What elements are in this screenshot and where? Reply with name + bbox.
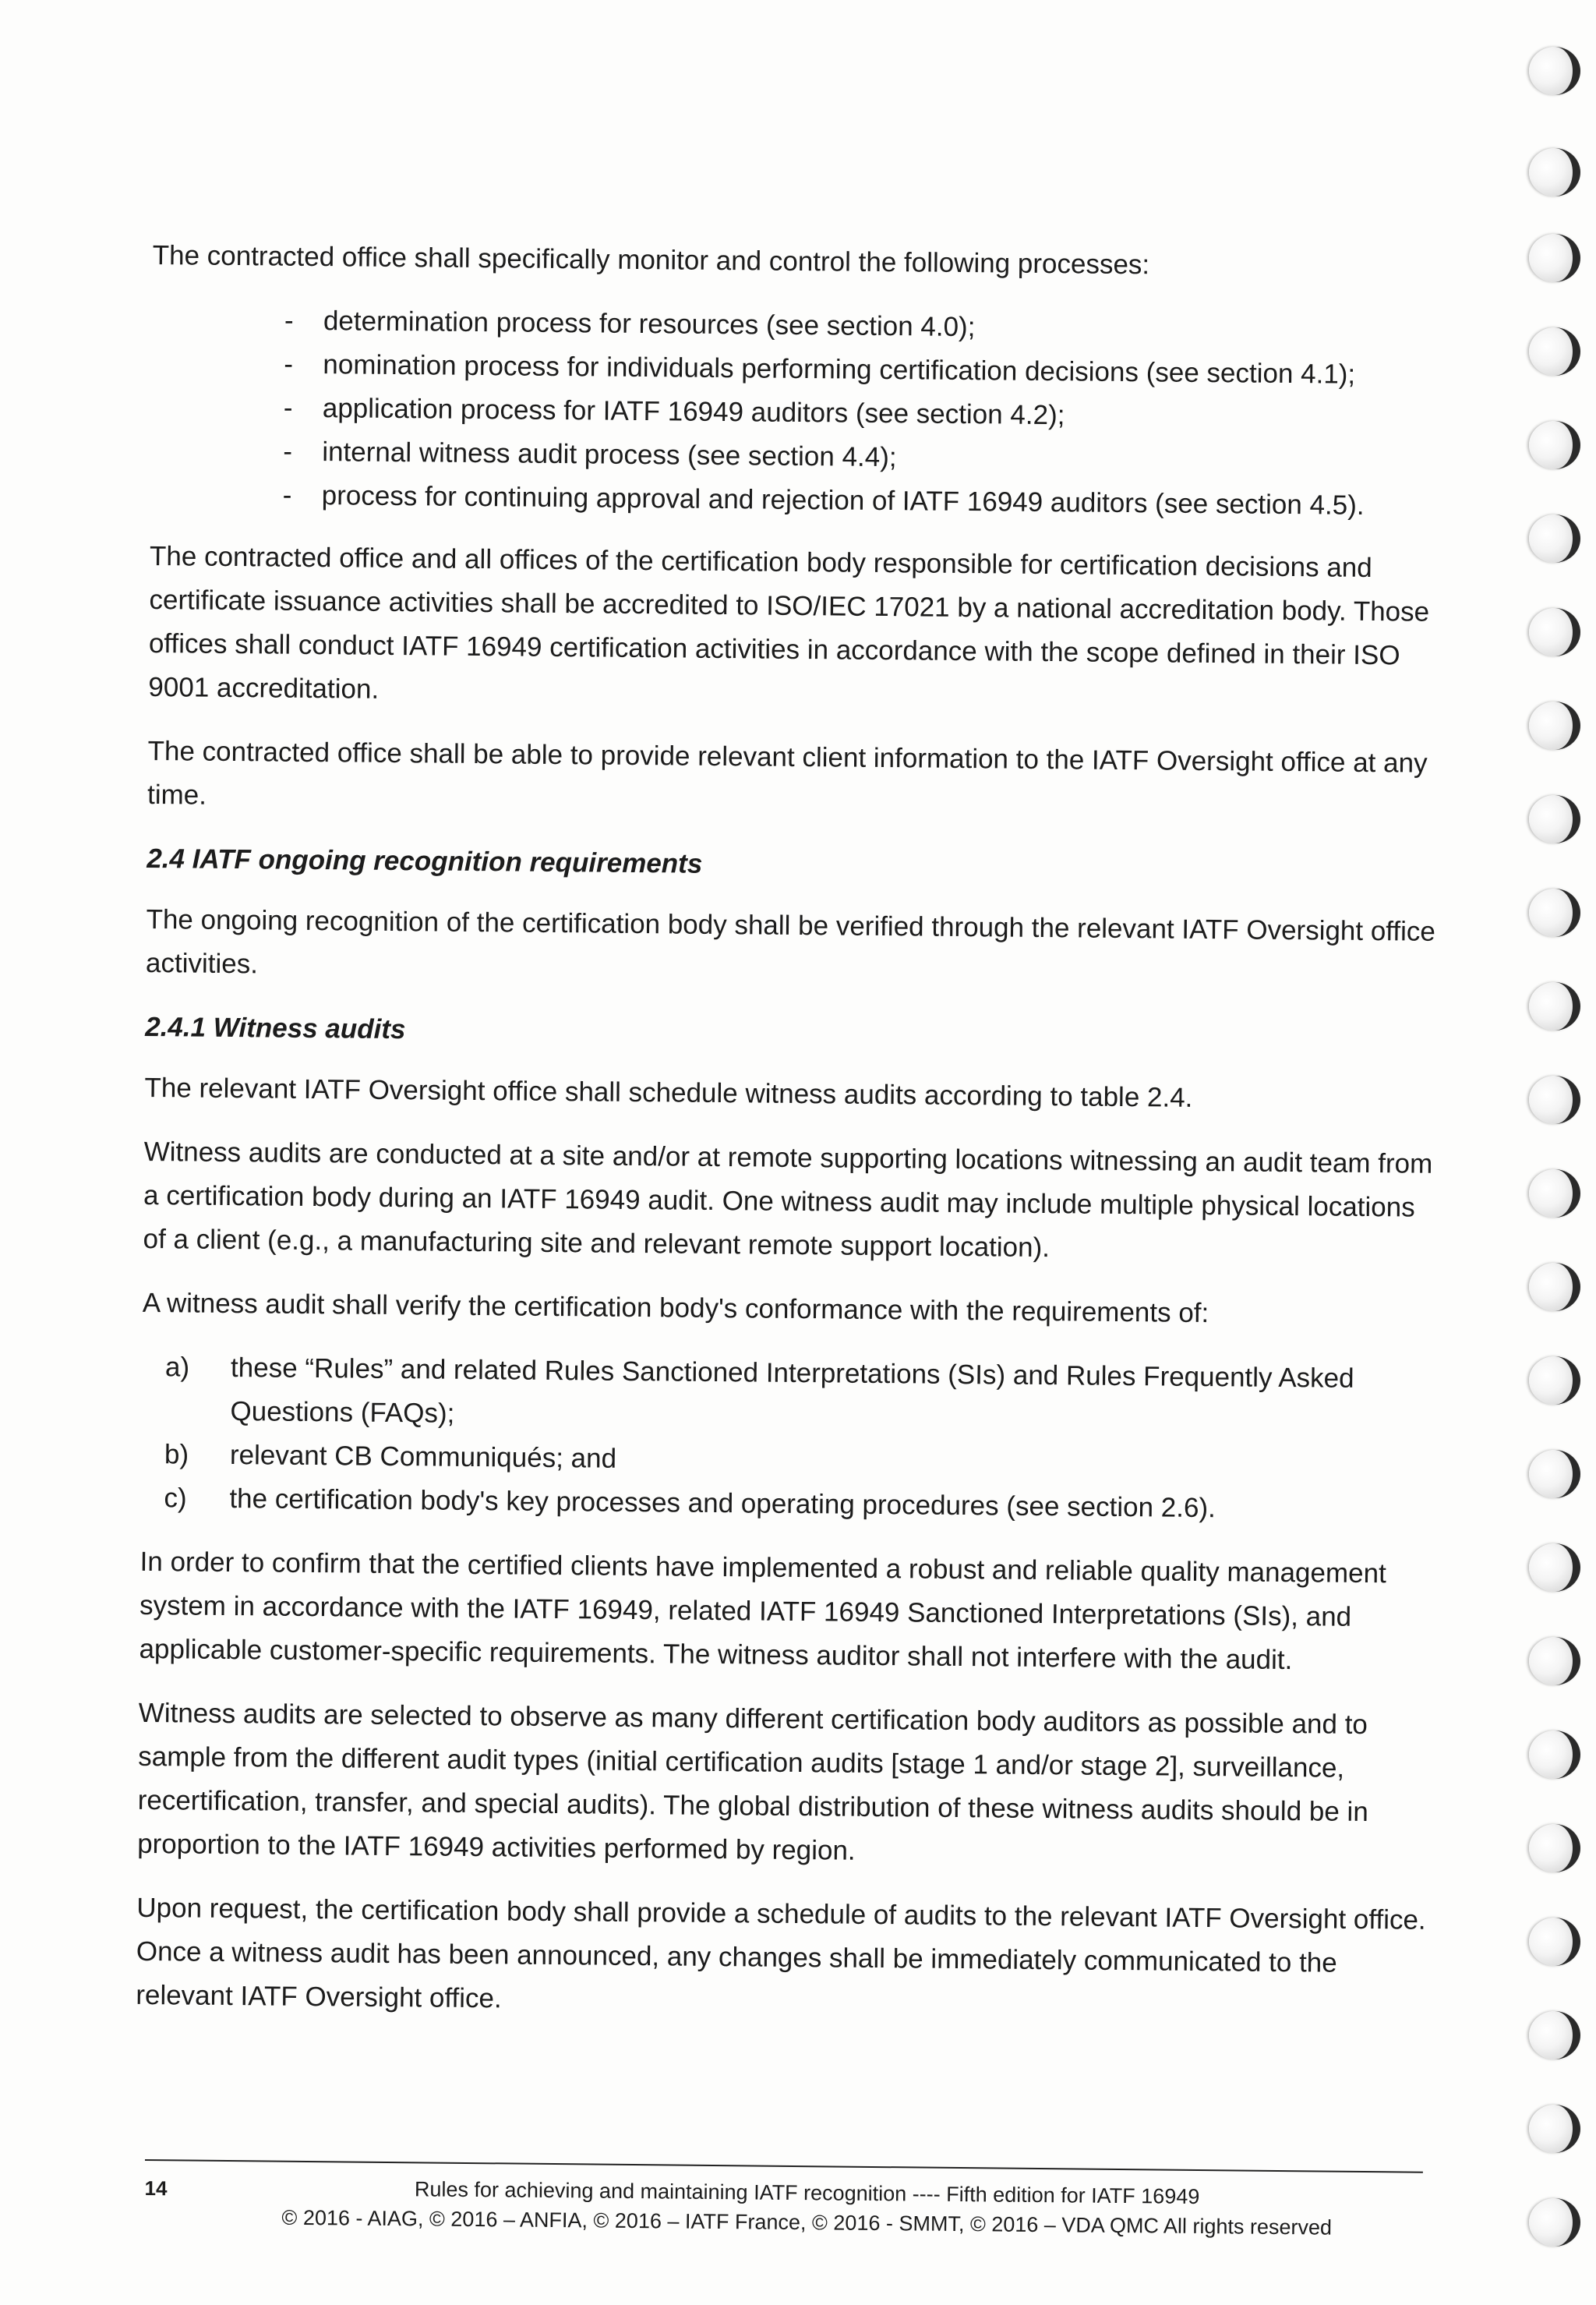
- list-item-text: the certification body's key processes and operating procedures (see section 2.6).: [229, 1483, 1216, 1524]
- request-paragraph: Upon request, the certification body shall provide a schedule of audits to the relevant IATF Oversight office. Once a witness audit has been announced, any changes shall be immediately communicated to the relevant IATF Oversight office.: [136, 1892, 1426, 2014]
- binding-ring: [1529, 148, 1580, 196]
- schedule-paragraph: The relevant IATF Oversight office shall schedule witness audits according to table 2.4.: [144, 1072, 1193, 1113]
- verify-intro-paragraph: A witness audit shall verify the certification body's conformance with the requirements of:: [142, 1287, 1209, 1329]
- binding-ring: [1529, 795, 1580, 843]
- list-marker: b): [164, 1439, 189, 1470]
- binding-ring: [1529, 1169, 1580, 1218]
- binding-ring: [1529, 1824, 1580, 1872]
- monitored-process-list: [150, 298, 1446, 529]
- conducted-paragraph: Witness audits are conducted at a site and/or at remote supporting locations witnessing an audit team from a certification body during an IATF 16949 audit. One witness audit may include multiple physical locations of a client (e.g., a manufacturing site and relevant remote support location).: [143, 1136, 1433, 1264]
- list-item: - process for continuing approval and rejection of IATF 16949 auditors (see section 4.5).: [283, 474, 1444, 529]
- binding-ring: [1529, 702, 1580, 750]
- binding-ring: [1529, 327, 1580, 376]
- binding-ring: [1529, 421, 1580, 469]
- page-footer: [144, 2159, 1439, 2243]
- section-heading-2-4: 2.4 IATF ongoing recognition requirements: [147, 843, 703, 879]
- selection-paragraph: Witness audits are selected to observe as many different certification body auditors as possible and to sample from the different audit types (initial certification audits [stage 1 and/or stage 2], surveillance, recertification, transfer, and special audits). The global distribution of these witness audits should be in proportion to the IATF 16949 activities performed by region.: [136, 1697, 1368, 1866]
- binding-ring: [1529, 2198, 1580, 2247]
- list-item-text: these “Rules” and related Rules Sanctioned Interpretations (SIs) and Rules Frequently Asked Questions (FAQs);: [230, 1352, 1354, 1429]
- spiral-binding: [1502, 31, 1596, 2292]
- confirm-paragraph: In order to confirm that the certified clients have implemented a robust and reliable quality management system in accordance with the IATF 16949, related IATF 16949 Sanctioned Interpretations (SIs), and applicable customer-specific requirements. The witness auditor shall not interfere with the audit.: [139, 1546, 1386, 1676]
- binding-ring: [1529, 1263, 1580, 1311]
- list-marker: a): [164, 1352, 190, 1383]
- section-heading-2-4-1: 2.4.1 Witness audits: [145, 1011, 406, 1045]
- binding-ring: [1529, 1076, 1580, 1124]
- binding-ring: [1529, 608, 1580, 656]
- binding-ring: [1529, 1918, 1580, 1966]
- footer-copyright: © 2016 - AIAG, © 2016 – ANFIA, © 2016 – IATF France, © 2016 - SMMT, © 2016 – VDA QMC All rights reserved: [281, 2205, 1333, 2240]
- verify-requirements-list: [140, 1345, 1435, 1533]
- monitor-intro: The contracted office shall specifically monitor and control the following processes:: [152, 239, 1150, 281]
- binding-ring: [1529, 982, 1580, 1031]
- ongoing-recognition-paragraph: The ongoing recognition of the certification body shall be verified through the relevant IATF Oversight office activities.: [145, 903, 1436, 980]
- binding-ring: [1529, 1356, 1580, 1405]
- list-item: - determination process for resources (see section 4.0);: [284, 299, 1446, 354]
- client-info-paragraph: The contracted office shall be able to provide relevant client information to the IATF Oversight office at any time.: [147, 735, 1428, 811]
- binding-ring: [1529, 2105, 1580, 2153]
- binding-ring: [1529, 2011, 1580, 2059]
- page-number: 14: [144, 2176, 168, 2201]
- list-item: - internal witness audit process (see section 4.4);: [283, 430, 1444, 485]
- binding-ring: [1529, 1731, 1580, 1779]
- binding-ring: [1529, 1637, 1580, 1685]
- list-item: - nomination process for individuals performing certification decisions (see section 4.1);: [284, 343, 1445, 398]
- list-item: - application process for IATF 16949 auditors (see section 4.2);: [284, 387, 1445, 441]
- footer-title: Rules for achieving and maintaining IATF recognition ---- Fifth edition for IATF 16949: [414, 2177, 1200, 2208]
- binding-ring: [1529, 889, 1580, 937]
- footer-divider: [145, 2159, 1423, 2173]
- binding-ring: [1529, 47, 1580, 95]
- binding-ring: [1529, 1450, 1580, 1498]
- binding-ring: [1529, 514, 1580, 563]
- list-item: [164, 1345, 1435, 1445]
- list-item-text: relevant CB Communiqués; and: [229, 1440, 617, 1474]
- binding-ring: [1529, 1543, 1580, 1592]
- binding-ring: [1529, 234, 1580, 282]
- list-marker: c): [164, 1483, 187, 1514]
- accreditation-paragraph: The contracted office and all offices of the certification body responsible for certification decisions and certificate issuance activities shall be accredited to ISO/IEC 17021 by a national accreditation body. Those offices shall conduct IATF 16949 certification activities in accordance with the scope defined in their ISO 9001 accreditation.: [148, 540, 1430, 705]
- page-body: [136, 234, 1446, 2050]
